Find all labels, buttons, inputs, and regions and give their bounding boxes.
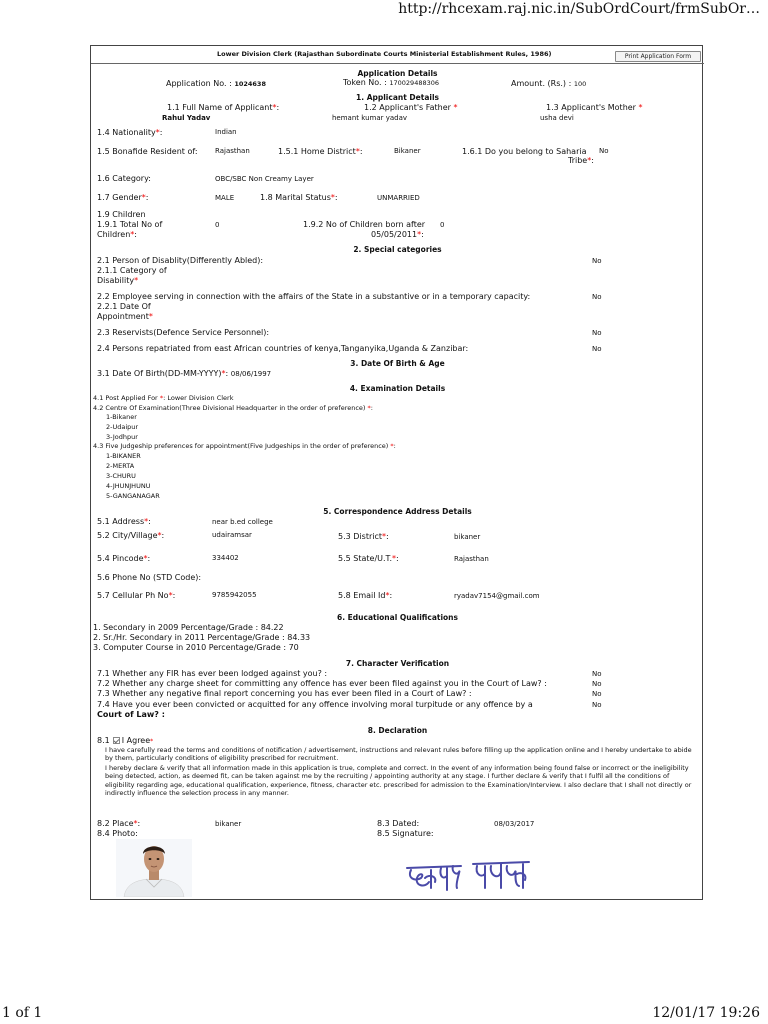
photo-label: 8.4 Photo: (97, 829, 138, 838)
judgeship-4: 4-JHUNJHUNU (106, 482, 151, 490)
judgeship-2: 2-MERTA (106, 462, 135, 470)
convicted-answer: No (592, 701, 602, 709)
token-no: Token No. : 170029488306 (343, 78, 440, 87)
mother-value: usha devi (540, 114, 574, 122)
convicted-question: 7.4 Have you ever been convicted or acquitted for any offence involving moral turpitude or any offence by a (97, 700, 533, 709)
fir-answer: No (592, 670, 602, 678)
signature-label: 8.5 Signature: (377, 829, 434, 838)
address-heading: 5. Correspondence Address Details (323, 507, 472, 516)
person-photo-icon (116, 839, 192, 897)
total-children-label: 1.9.1 Total No of (97, 220, 163, 229)
gender-value: MALE (215, 194, 235, 202)
appointment-label: 2.2.1 Date Of (97, 302, 151, 311)
centre-1: 1-Bikaner (106, 413, 137, 421)
judgeship-1: 1-BIKANER (106, 452, 141, 460)
post-applied: 4.1 Post Applied For *: Lower Division Clerk (93, 394, 234, 402)
centre-3: 3-Jodhpur (106, 433, 138, 441)
centre-2: 2-Udaipur (106, 423, 139, 431)
application-form (90, 45, 703, 900)
full-name-value: Rahul Yadav (162, 114, 211, 122)
dob-label: 3.1 Date Of Birth(DD-MM-YYYY)*: 08/06/1997 (97, 369, 272, 378)
repatriated-label: 2.4 Persons repatriated from east African countries of kenya,Tanganyika,Uganda & Zanzibar: (97, 344, 469, 353)
home-district-label: 1.5.1 Home District*: (278, 147, 363, 156)
page-count: 1 of 1 (2, 1005, 43, 1021)
city-value: udairamsar (212, 531, 252, 539)
nationality-value: Indian (215, 128, 237, 136)
email-value: ryadav7154@gmail.com (454, 592, 540, 600)
district-value: bikaner (454, 533, 481, 541)
chargesheet-answer: No (592, 680, 602, 688)
full-name-label: 1.1 Full Name of Applicant*: (167, 103, 280, 112)
district-label: 5.3 District*: (338, 532, 389, 541)
appointment-label-2: Appointment* (97, 312, 153, 321)
character-heading: 7. Character Verification (345, 659, 450, 668)
category-label: 1.6 Category: (97, 174, 151, 183)
children-label: 1.9 Children (97, 210, 146, 219)
judgeship-3: 3-CHURU (106, 472, 136, 480)
state-label: 5.5 State/U.T.*: (338, 554, 399, 563)
declaration-text-2: I hereby declare & verify that all information made in this application is true, complete and correct. In the event of any information being found false or incorrect or the ineligibility being detected, action, as deemed fit, can be taken against me by the recruiting / appointing authority at any stage. I further declare & verify that I fulfil all the conditions of eligibility regarding age, educational qualification, experience, fitness, character etc. prescribed for admission to the Examination/Interview. I also declare that I shall not directly or indirectly influence the selection process in any manner. (105, 764, 692, 798)
nationality-label: 1.4 Nationality*: (97, 128, 163, 137)
marital-label: 1.8 Marital Status*: (260, 193, 338, 202)
saharia-label-tribe: Tribe*: (568, 156, 594, 165)
cell-label: 5.7 Cellular Ph No*: (97, 591, 176, 600)
email-label: 5.8 Email Id*: (338, 591, 393, 600)
signature-icon (403, 854, 533, 896)
form-title: Lower Division Clerk (Rajasthan Subordinate Courts Ministerial Establishment Rules, 1986) (217, 50, 552, 58)
marital-value: UNMARRIED (377, 194, 420, 202)
place-value: bikaner (215, 820, 242, 828)
applicant-photo (116, 839, 192, 897)
education-heading: 6. Educational Qualifications (336, 613, 458, 622)
amount: Amount. (Rs.) : 100 (511, 79, 587, 88)
agree-checkbox[interactable] (113, 737, 120, 744)
judgeship-label: 4.3 Five Judgeship preferences for appointment(Five Judgeships in the order of preference) *: (93, 442, 396, 450)
applicant-signature (403, 854, 533, 896)
disability-value: No (592, 257, 602, 265)
reservist-label: 2.3 Reservists(Defence Service Personnel): (97, 328, 270, 337)
application-details-heading: Application Details (357, 69, 438, 78)
application-no: Application No. : 1024638 (166, 79, 266, 88)
applicant-heading: 1. Applicant Details (356, 93, 439, 102)
total-children-label-2: Children*: (97, 230, 137, 239)
centre-label: 4.2 Centre Of Examination(Three Divisional Headquarter in the order of preference) *: (93, 404, 373, 412)
disability-category-label-2: Disability* (97, 276, 139, 285)
mother-label: 1.3 Applicant's Mother * (546, 103, 643, 112)
total-children-value: 0 (215, 221, 220, 229)
saharia-label: 1.6.1 Do you belong to Saharia (462, 147, 587, 156)
gender-label: 1.7 Gender*: (97, 193, 149, 202)
pincode-label: 5.4 Pincode*: (97, 554, 151, 563)
dob-value: 08/06/1997 (230, 370, 272, 378)
address-label: 5.1 Address*: (97, 517, 151, 526)
home-district-value: Bikaner (394, 147, 421, 155)
repatriated-value: No (592, 345, 602, 353)
children-after-label: 1.9.2 No of Children born after (303, 220, 426, 229)
declaration-text-1: I have carefully read the terms and conditions of notification / advertisement, instructions and relevant rules before filling up the application online and I hereby undertake to abide by them, particularly conditions of eligibility prescribed for recruitment. (105, 746, 692, 763)
address-value: near b.ed college (212, 518, 273, 526)
place-label: 8.2 Place*: (97, 819, 141, 828)
print-datetime: 12/01/17 19:26 (652, 1005, 760, 1021)
children-after-value: 0 (440, 221, 445, 229)
education-item-3: 3. Computer Course in 2010 Percentage/Grade : 70 (93, 643, 299, 652)
father-label: 1.2 Applicant's Father * (364, 103, 458, 112)
exam-heading: 4. Examination Details (349, 384, 446, 393)
dated-label: 8.3 Dated: (377, 819, 420, 828)
category-value: OBC/SBC Non Creamy Layer (215, 175, 314, 183)
disability-label: 2.1 Person of Disablity(Differently Abled): (97, 256, 264, 265)
bonafide-value: Rajasthan (215, 147, 250, 155)
state-value: Rajasthan (454, 555, 489, 563)
negative-report-question: 7.3 Whether any negative final report concerning you has ever been filed in a Court of Law? : (97, 689, 472, 698)
phone-label: 5.6 Phone No (STD Code): (97, 573, 202, 582)
city-label: 5.2 City/Village*: (97, 531, 165, 540)
education-item-2: 2. Sr./Hr. Secondary in 2011 Percentage/Grade : 84.33 (93, 633, 311, 642)
special-heading: 2. Special categories (353, 245, 442, 254)
chargesheet-question: 7.2 Whether any charge sheet for committing any offence has ever been filed against you in the Court of Law? : (97, 679, 547, 688)
pincode-value: 334402 (212, 554, 239, 562)
employee-value: No (592, 293, 602, 301)
children-after-label-2: 05/05/2011*: (371, 230, 424, 239)
fir-question: 7.1 Whether any FIR has ever been lodged against you? : (97, 669, 328, 678)
dob-heading: 3. Date Of Birth & Age (350, 359, 445, 368)
education-item-1: 1. Secondary in 2009 Percentage/Grade : 84.22 (93, 623, 284, 632)
disability-category-label: 2.1.1 Category of (97, 266, 167, 275)
employee-label: 2.2 Employee serving in connection with the affairs of the State in a substantive or in a temporary capacity: (97, 292, 531, 301)
negative-report-answer: No (592, 690, 602, 698)
father-value: hemant kumar yadav (332, 114, 408, 122)
dated-value: 08/03/2017 (494, 820, 535, 828)
cell-value: 9785942055 (212, 591, 257, 599)
reservist-value: No (592, 329, 602, 337)
judgeship-5: 5-GANGANAGAR (106, 492, 160, 500)
print-application-button[interactable]: Print Application Form (615, 51, 701, 62)
page-url: http://rhcexam.raj.nic.in/SubOrdCourt/frmSubOr… (398, 1, 760, 17)
declaration-heading: 8. Declaration (367, 726, 428, 735)
convicted-question-2: Court of Law? : (97, 710, 165, 719)
agree-row: 8.1 I Agree* (97, 736, 154, 745)
bonafide-label: 1.5 Bonafide Resident of: (97, 147, 198, 156)
saharia-value: No (599, 147, 609, 155)
